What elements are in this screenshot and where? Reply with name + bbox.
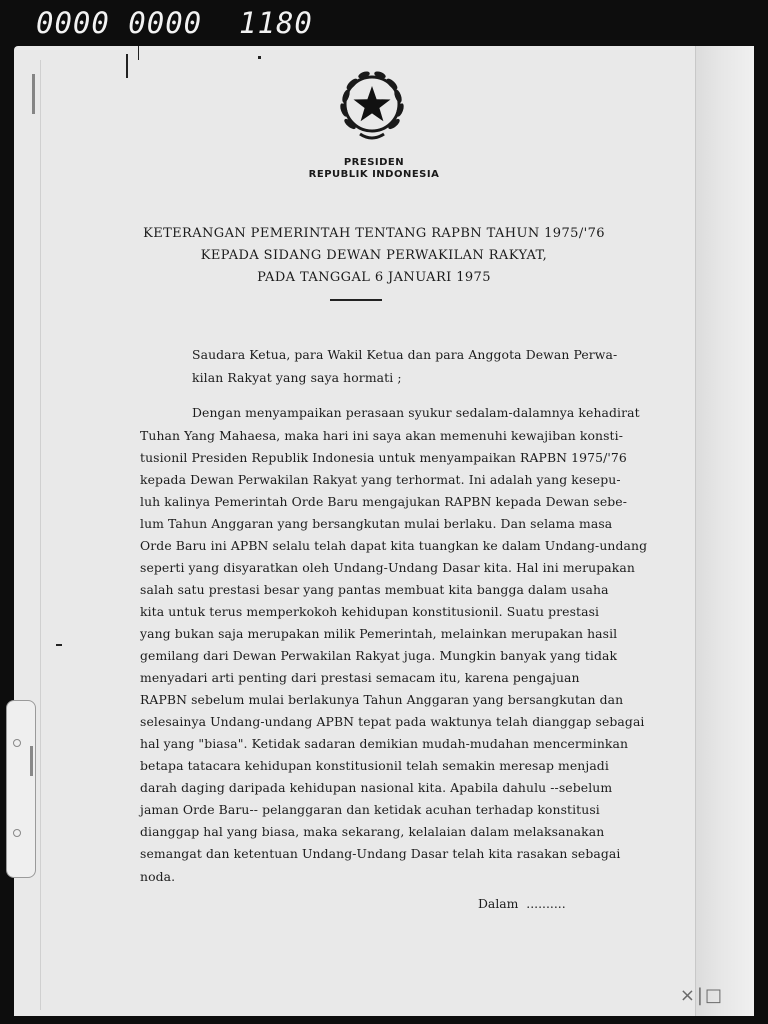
body-line: lum Tahun Anggaran yang bersangkutan mulai berlaku. Dan selama masa [140,516,613,531]
document-page [14,46,754,1016]
body-line: kepada Dewan Perwakilan Rakyat yang terhormat. Ini adalah yang kesepu- [140,472,621,487]
document-title-line1: KETERANGAN PEMERINTAH TENTANG RAPBN TAHUN 1975/'76 [143,226,605,241]
salutation-line: kilan Rakyat yang saya hormati ; [192,370,402,385]
body-line: salah satu prestasi besar yang pantas membuat kita bangga dalam usaha [140,582,609,597]
body-line: hal yang "biasa". Ketidak sadaran demikian mudah-mudahan mencerminkan [140,736,629,751]
salutation-line: Saudara Ketua, para Wakil Ketua dan para Anggota Dewan Perwa- [192,347,618,362]
continuation-catchword: Dalam .......... [478,896,566,911]
body-line: kita untuk terus memperkokoh kehidupan konstitusionil. Suatu prestasi [140,604,600,619]
body-line: Tuhan Yang Mahaesa, maka hari ini saya akan memenuhi kewajiban konsti- [140,428,623,443]
scan-speck [30,746,33,776]
org-name-line1: PRESIDEN [343,157,405,168]
garuda-star-wreath-emblem-icon [332,64,412,144]
body-line: noda. [140,869,176,884]
body-line: RAPBN sebelum mulai berlakunya Tahun Anggaran yang bersangkutan dan [140,692,624,707]
film-frame-counter: 0000 0000 1180 [36,6,313,40]
scan-speck [258,56,261,59]
body-line: yang bukan saja merupakan milik Pemerintah, melainkan merupakan hasil [140,626,618,641]
corner-scan-mark: ×|□ [679,985,724,1006]
body-line: menyadari arti penting dari prestasi semacam itu, karena pengajuan [140,670,580,685]
scan-speck [32,74,35,114]
body-line: Dengan menyampaikan perasaan syukur sedalam-dalamnya kehadirat [192,405,640,420]
page-right-edge [695,46,754,1016]
binder-hole [13,739,21,747]
body-line: tusionil Presiden Republik Indonesia untuk menyampaikan RAPBN 1975/'76 [140,450,627,465]
body-line: semangat dan ketentuan Undang-Undang Dasar telah kita rasakan sebagai [140,846,621,861]
body-line: jaman Orde Baru-- pelanggaran dan ketidak acuhan terhadap konstitusi [140,802,600,817]
document-title-line3: PADA TANGGAL 6 JANUARI 1975 [257,270,491,285]
org-name-line2: REPUBLIK INDONESIA [308,169,440,180]
body-line: luh kalinya Pemerintah Orde Baru mengajukan RAPBN kepada Dewan sebe- [140,494,628,509]
body-line: gemilang dari Dewan Perwakilan Rakyat juga. Mungkin banyak yang tidak [140,648,618,663]
body-line: darah daging daripada kehidupan nasional kita. Apabila dahulu --sebelum [140,780,613,795]
binder-tab [6,700,36,878]
body-line: selesainya Undang-undang APBN tepat pada waktunya telah dianggap sebagai [140,714,645,729]
title-underline [330,299,382,301]
binder-hole [13,829,21,837]
scan-speck [138,46,139,60]
scan-speck [56,644,62,646]
document-title-line2: KEPADA SIDANG DEWAN PERWAKILAN RAKYAT, [200,248,548,263]
body-line: dianggap hal yang biasa, maka sekarang, kelalaian dalam melaksanakan [140,824,605,839]
scan-speck [126,54,128,78]
body-line: betapa tatacara kehidupan konstitusionil telah semakin meresap menjadi [140,758,609,773]
body-line: Orde Baru ini APBN selalu telah dapat kita tuangkan ke dalam Undang-undang [140,538,648,553]
body-line: seperti yang disyaratkan oleh Undang-Undang Dasar kita. Hal ini merupakan [140,560,635,575]
